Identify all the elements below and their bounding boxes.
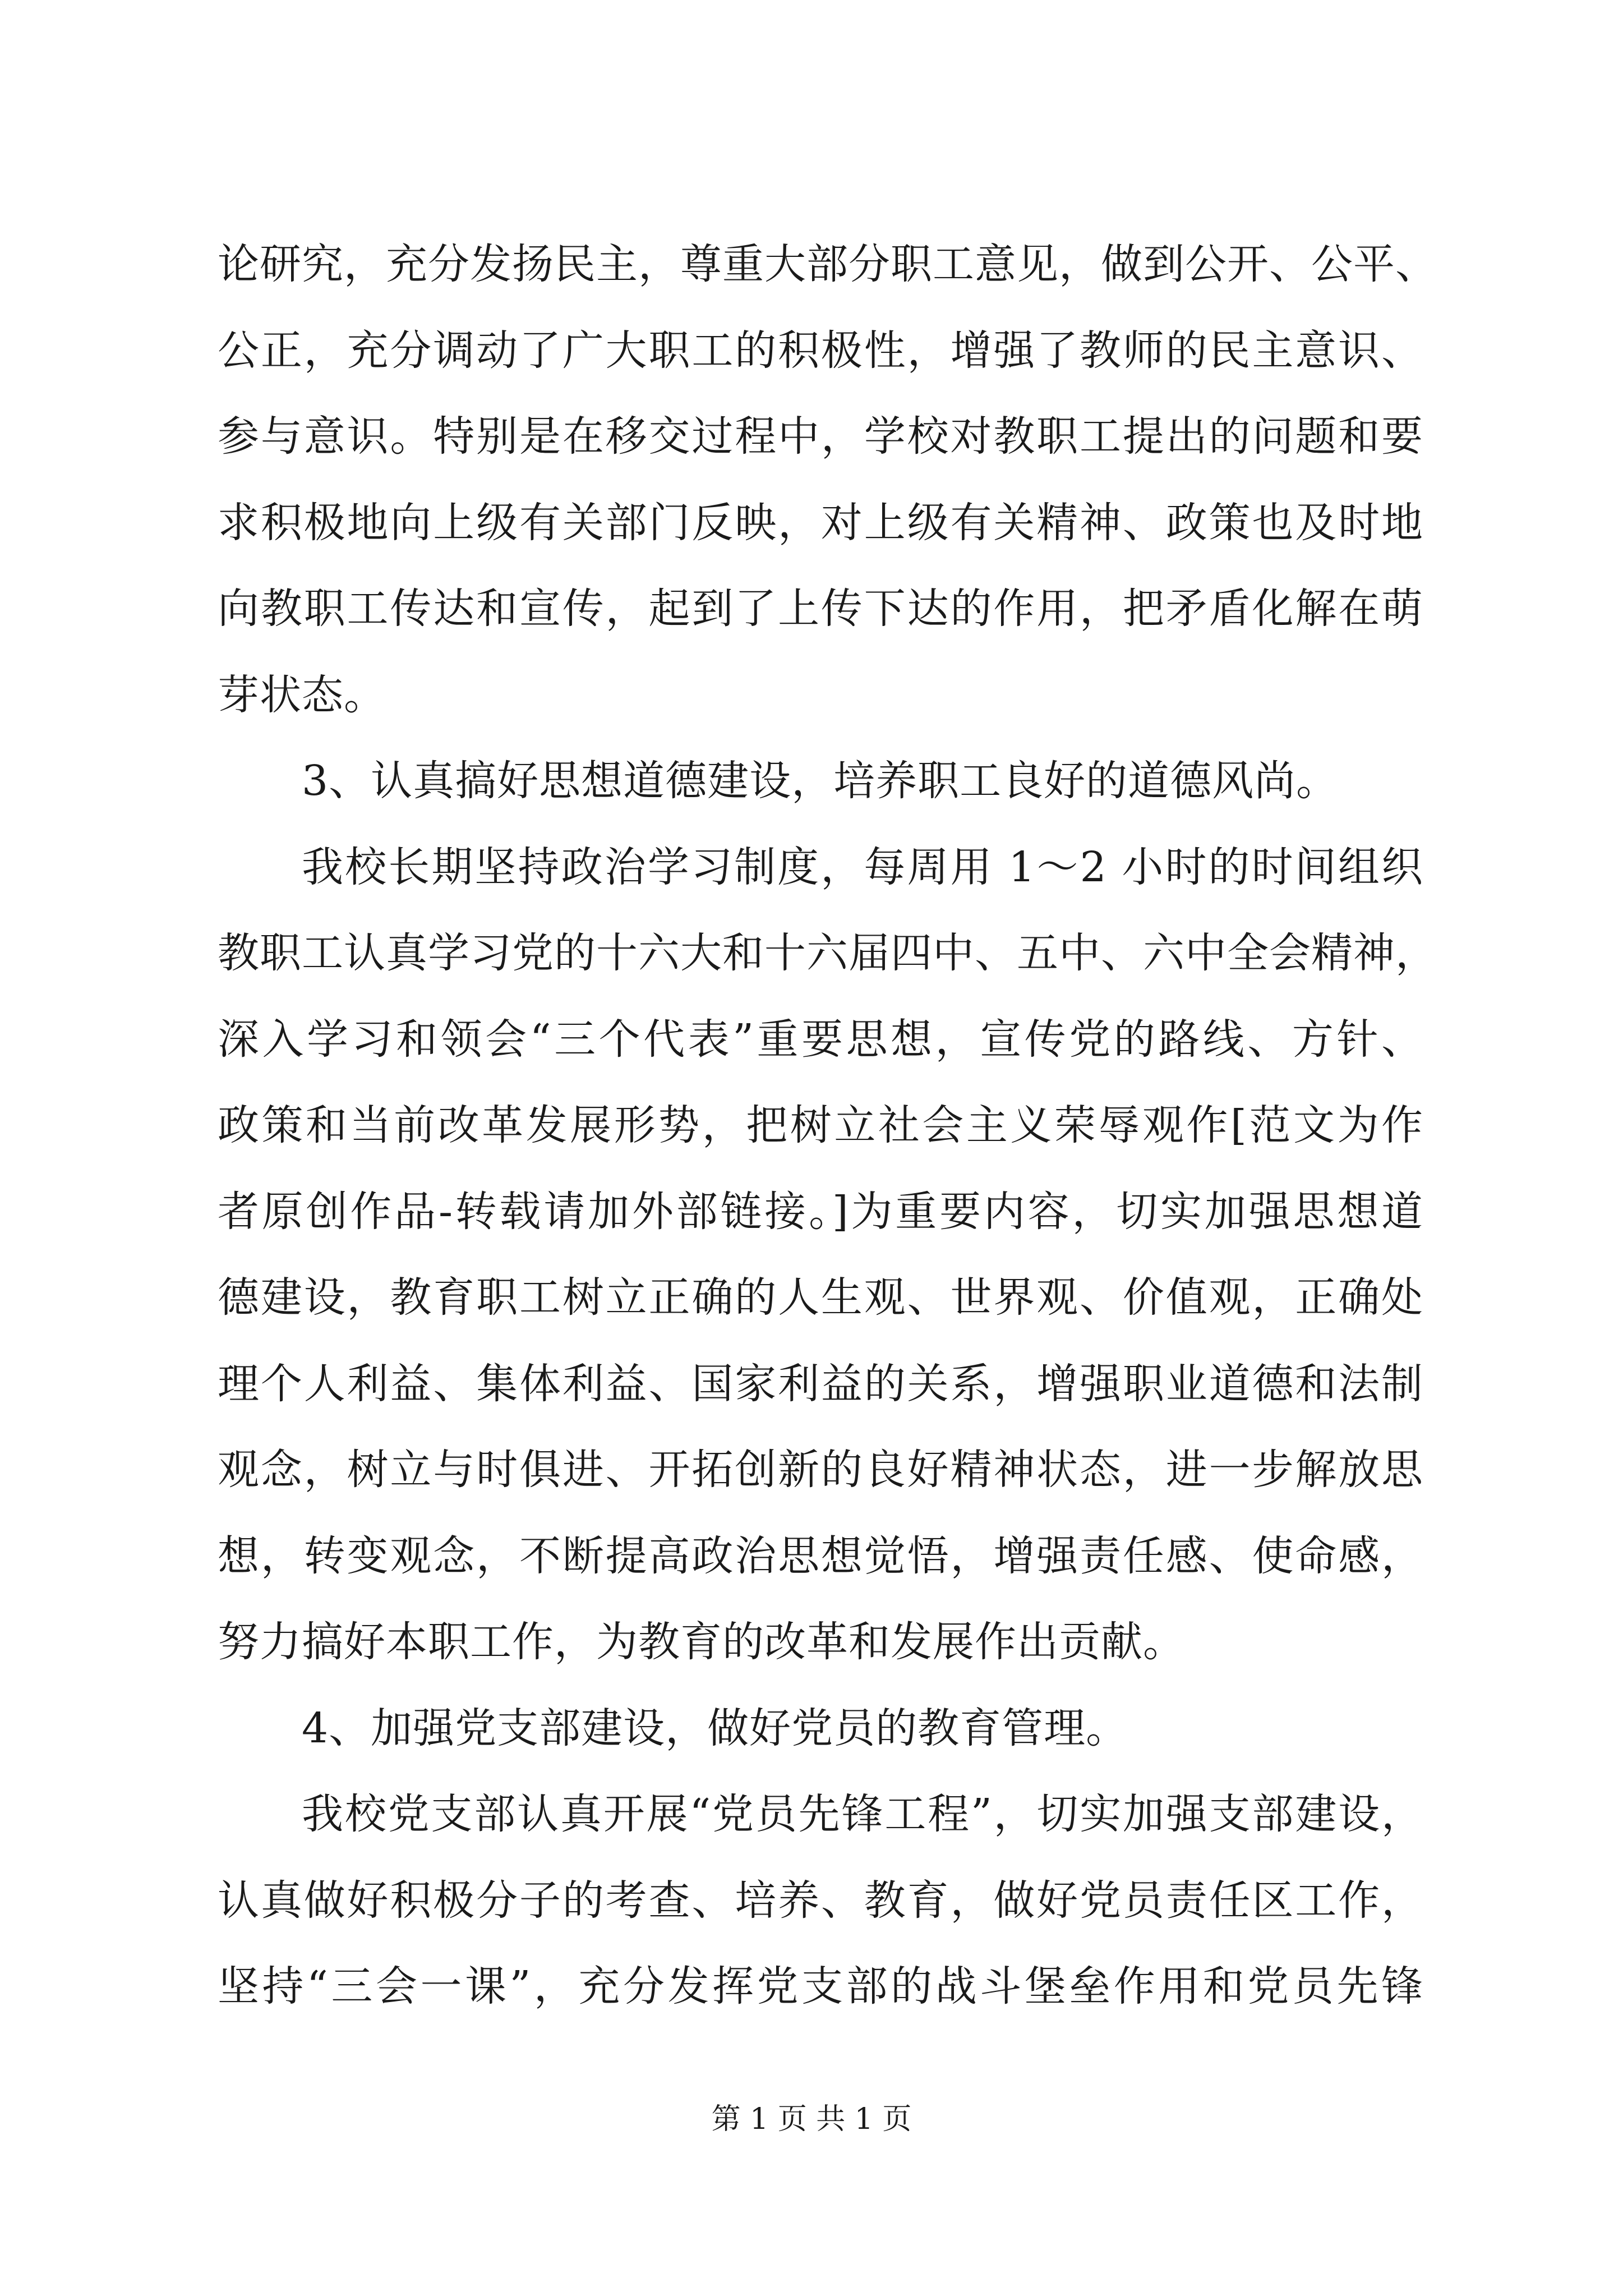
text-line: 德建设，教育职工树立正确的人生观、世界观、价值观，正确处 <box>218 1273 1423 1322</box>
text-line: 理个人利益、集体利益、国家利益的关系，增强职业道德和法制 <box>218 1359 1423 1408</box>
text-line: 教职工认真学习党的十六大和十六届四中、五中、六中全会精神， <box>218 929 1437 977</box>
text-line: 参与意识。特别是在移交过程中，学校对教职工提出的问题和要 <box>218 412 1423 461</box>
text-line: 论研究，充分发扬民主，尊重大部分职工意见，做到公开、公平、 <box>218 240 1437 288</box>
text-line: 观念，树立与时俱进、开拓创新的良好精神状态，进一步解放思 <box>218 1446 1423 1494</box>
text-line: 4、加强党支部建设，做好党员的教育管理。 <box>302 1704 1128 1752</box>
text-line: 我校党支部认真开展“党员先锋工程”，切实加强支部建设， <box>302 1790 1423 1838</box>
page-footer: 第 1 页 共 1 页 <box>711 2102 912 2136</box>
text-line: 政策和当前改革发展形势，把树立社会主义荣辱观作[范文为作 <box>218 1101 1423 1149</box>
text-line: 芽状态。 <box>218 670 386 719</box>
text-line: 深入学习和领会“三个代表”重要思想，宣传党的路线、方针、 <box>218 1015 1423 1064</box>
text-line: 我校长期坚持政治学习制度，每周用 1～2 小时的时间组织 <box>302 843 1423 891</box>
text-line: 3、认真搞好思想道德建设，培养职工良好的道德风尚。 <box>302 757 1339 805</box>
text-line: 坚持“三会一课”，充分发挥党支部的战斗堡垒作用和党员先锋 <box>218 1962 1423 2010</box>
text-line: 想，转变观念，不断提高政治思想觉悟，增强责任感、使命感， <box>218 1531 1423 1580</box>
text-line: 认真做好积极分子的考查、培养、教育，做好党员责任区工作， <box>218 1876 1423 1925</box>
text-line: 求积极地向上级有关部门反映，对上级有关精神、政策也及时地 <box>218 498 1423 547</box>
text-line: 努力搞好本职工作，为教育的改革和发展作出贡献。 <box>218 1618 1185 1666</box>
text-line: 者原创作品-转载请加外部链接。]为重要内容，切实加强思想道 <box>218 1187 1423 1236</box>
text-line: 向教职工传达和宣传，起到了上传下达的作用，把矛盾化解在萌 <box>218 585 1423 633</box>
body-text <box>218 222 1437 2030</box>
text-line: 公正，充分调动了广大职工的积极性，增强了教师的民主意识、 <box>218 326 1423 375</box>
